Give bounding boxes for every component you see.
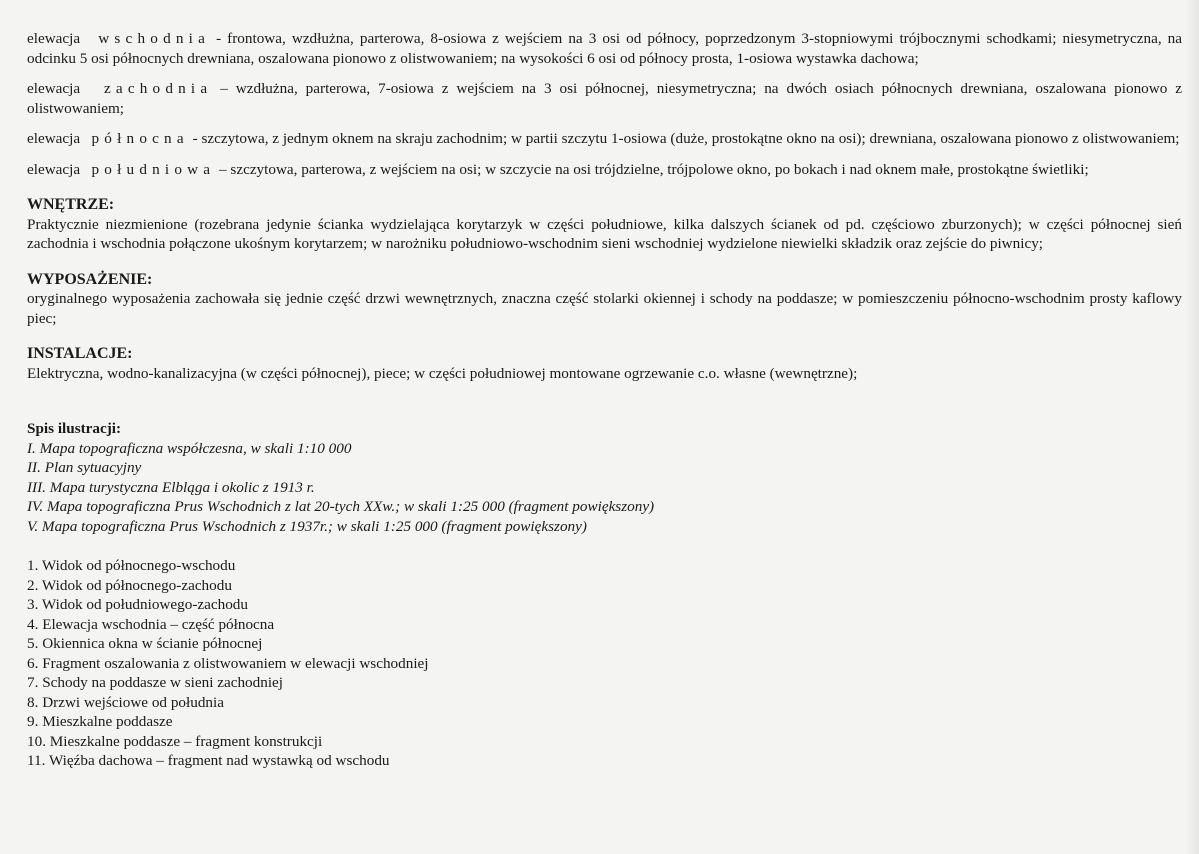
elevation-name: wschodnia xyxy=(98,30,211,47)
list-item: 1. Widok od północnego-wschodu xyxy=(27,557,236,574)
elevation-text: - szczytowa, z jednym oknem na skraju zachodnim; w partii szczytu 1-osiowa (duże, prostokątne okno na osi); drewniana, oszalowana pionowo z olistwowaniem; xyxy=(192,130,1180,147)
elevation-prefix: elewacja xyxy=(27,130,81,147)
installations-section xyxy=(27,344,1182,383)
list-item: 7. Schody na poddasze w sieni zachodniej xyxy=(27,674,284,691)
list-item: I. Mapa topograficzna współczesna, w skali 1:10 000 xyxy=(27,439,352,457)
elevation-north xyxy=(27,129,1182,149)
interior-heading: WNĘTRZE xyxy=(27,196,109,213)
equipment-text: oryginalnego wyposażenia zachowała się jednie część drzwi wewnętrznych, znaczna część stolarki okiennej i schody na poddasze; w pomieszczeniu północno-wschodnim prosty kaflowy piec; xyxy=(27,290,1182,327)
list-item: 3. Widok od południowego-zachodu xyxy=(27,596,248,613)
list-item: III. Mapa turystyczna Elbląga i okolic z 1913 r. xyxy=(27,478,315,496)
elevation-prefix: elewacja xyxy=(27,80,81,97)
equipment-heading-row: WYPOSAŻENIE: xyxy=(27,270,153,288)
list-item: II. Plan sytuacyjny xyxy=(27,459,142,476)
elevation-prefix: elewacja xyxy=(27,160,81,178)
elevation-west xyxy=(27,79,1182,118)
list-item: 5. Okiennica okna w ścianie północnej xyxy=(27,635,263,652)
elevation-name: północna xyxy=(91,130,189,147)
equipment-section xyxy=(27,270,1182,329)
maps-list xyxy=(27,439,1182,537)
equipment-heading: WYPOSAŻENIE xyxy=(27,270,148,288)
interior-text: Praktycznie niezmienione (rozebrana jedynie ścianka wydzielająca korytarzyk w części południowe, kilka dalszych ścianek od pd. częściowo zburzonych); w części północnej sień zachodnia i wschodnia połączone ukośnym korytarzem; w narożniku południowo-wschodnim sieni wschodniej wydzielone niewielki składzik oraz zejście do piwnicy; xyxy=(27,215,1182,252)
list-item: 4. Elewacja wschodnia – część północna xyxy=(27,615,275,633)
installations-text: Elektryczna, wodno-kanalizacyjna (w części północnej), piece; w części południowej montowane ogrzewanie c.o. własne (wewnętrzne); xyxy=(27,364,858,382)
illustrations-heading: Spis ilustracji: xyxy=(27,420,122,437)
list-item: 2. Widok od północnego-zachodu xyxy=(27,576,232,594)
document-page xyxy=(27,29,1182,771)
elevation-name: zachodnia xyxy=(103,80,213,97)
elevation-text: – szczytowa, parterowa, z wejściem na osi; w szczycie na osi trójdzielne, trójpolowe okno, po bokach i nad oknem małe, prostokątne świetliki; xyxy=(219,160,1089,178)
list-item: 8. Drzwi wejściowe od południa xyxy=(27,693,224,711)
list-item: 10. Mieszkalne poddasze – fragment konstrukcji xyxy=(27,732,323,750)
elevation-east xyxy=(27,29,1182,68)
list-item: IV. Mapa topograficzna Prus Wschodnich z lat 20-tych XXw.; w skali 1:25 000 (fragment powiększony) xyxy=(27,498,655,515)
photos-list xyxy=(27,556,1182,771)
installations-heading-row: INSTALACJE: xyxy=(27,345,133,362)
list-item: 6. Fragment oszalowania z olistwowaniem w elewacji wschodniej xyxy=(27,654,429,672)
elevation-text: – wzdłużna, parterowa, 7-osiowa z wejściem na 3 osi północnej, niesymetryczna; na dwóch osiach północnych drewniana, oszalowana pionowo z olistwowaniem; xyxy=(27,80,1183,117)
elevation-name: południowa xyxy=(91,160,216,178)
list-item: V. Mapa topograficzna Prus Wschodnich z 1937r.; w skali 1:25 000 (fragment powiększony) xyxy=(27,517,587,535)
interior-section xyxy=(27,195,1182,254)
list-item: 11. Więźba dachowa – fragment nad wystawką od wschodu xyxy=(27,752,390,769)
elevation-prefix: elewacja xyxy=(27,30,81,47)
interior-heading-row: WNĘTRZE: xyxy=(27,196,115,213)
installations-heading: INSTALACJE xyxy=(27,345,128,362)
scan-edge-shadow xyxy=(1185,0,1199,854)
list-item: 9. Mieszkalne poddasze xyxy=(27,713,173,730)
elevation-south xyxy=(27,160,1182,180)
elevation-text: - frontowa, wzdłużna, parterowa, 8-osiowa z wejściem na 3 osi od północy, poprzedzonym 3-stopniowymi trójbocznymi schodkami; niesymetryczna, na odcinku 5 osi północnych drewniana, oszalowana pionowo z olistwowaniem; na wysokości 6 osi od północy prosta, 1-osiowa wystawka dachowa; xyxy=(27,30,1183,67)
